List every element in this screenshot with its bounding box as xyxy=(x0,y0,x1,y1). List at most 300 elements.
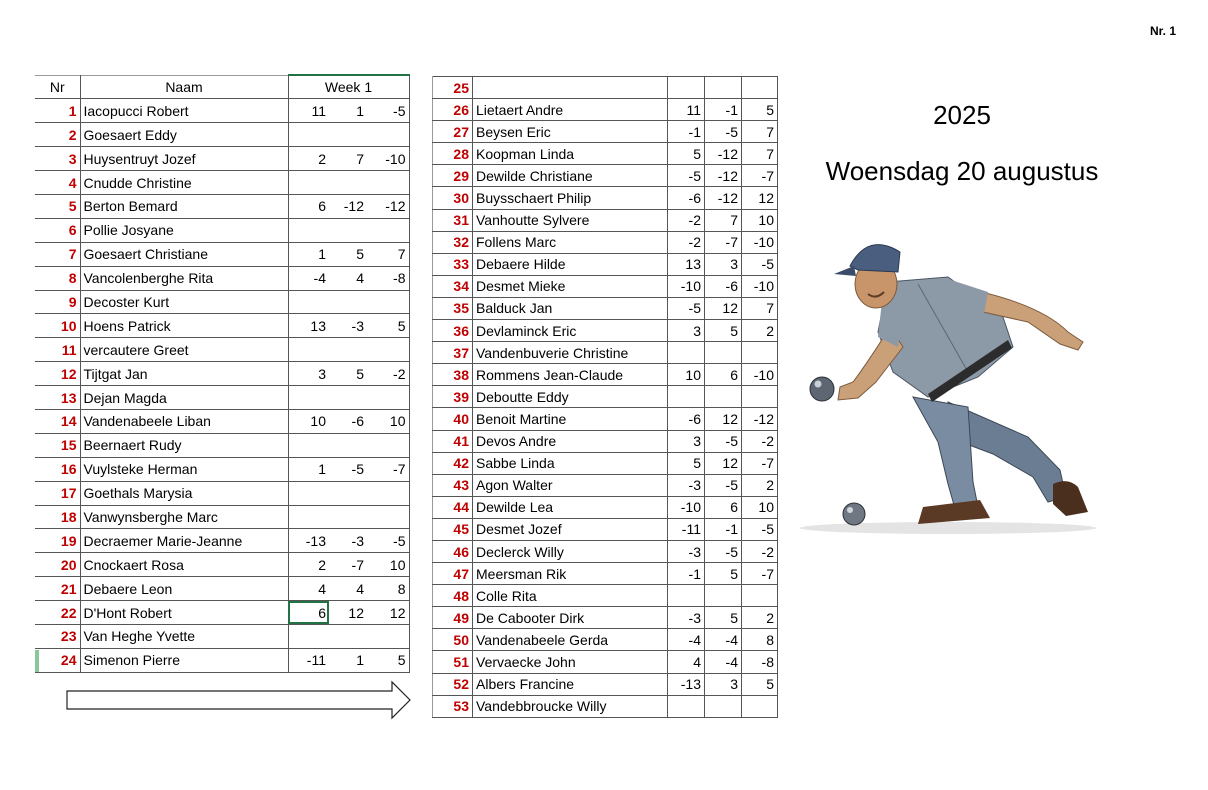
score-cell-2[interactable]: 4 xyxy=(329,266,367,290)
score-cell-2[interactable]: 6 xyxy=(705,364,742,386)
score-cell-3[interactable]: -8 xyxy=(367,266,409,290)
score-cell-3[interactable]: 5 xyxy=(367,648,409,672)
score-cell-2[interactable]: 7 xyxy=(705,209,742,231)
score-cell-2[interactable]: 5 xyxy=(705,563,742,585)
row-number-cell[interactable]: 10 xyxy=(35,314,80,338)
row-number-cell[interactable]: 4 xyxy=(35,171,80,195)
table-row xyxy=(433,474,778,496)
row-number-cell[interactable]: 16 xyxy=(35,457,80,481)
score-cell-1[interactable] xyxy=(668,585,705,607)
row-number-cell[interactable]: 24 xyxy=(35,648,80,672)
score-cell-2[interactable]: -1 xyxy=(705,518,742,540)
score-cell-2[interactable] xyxy=(705,77,742,99)
score-cell-3[interactable]: 10 xyxy=(367,553,409,577)
score-cell-3[interactable]: -10 xyxy=(742,364,778,386)
score-cell-1[interactable]: 4 xyxy=(668,651,705,673)
score-cell-2[interactable]: -5 xyxy=(329,457,367,481)
score-cell-1[interactable]: -3 xyxy=(668,607,705,629)
score-cell-3[interactable] xyxy=(367,123,409,147)
score-cell-3[interactable]: 2 xyxy=(742,607,778,629)
score-cell-1[interactable]: -1 xyxy=(668,563,705,585)
score-cell-3[interactable]: -5 xyxy=(367,529,409,553)
score-cell-1[interactable]: -2 xyxy=(668,209,705,231)
score-cell-1[interactable] xyxy=(288,433,329,457)
score-cell-2[interactable]: -1 xyxy=(705,99,742,121)
row-number-cell[interactable]: 37 xyxy=(433,342,473,364)
name-cell[interactable]: Simenon Pierre xyxy=(80,648,288,672)
row-number-cell[interactable]: 26 xyxy=(433,99,473,121)
score-cell-1[interactable]: 10 xyxy=(288,409,329,433)
name-cell[interactable]: Cnockaert Rosa xyxy=(80,553,288,577)
score-cell-3[interactable]: -2 xyxy=(742,430,778,452)
row-number-cell[interactable]: 22 xyxy=(35,601,80,625)
row-number-cell[interactable]: 27 xyxy=(433,121,473,143)
name-cell[interactable]: Dewilde Lea xyxy=(473,496,668,518)
score-cell-3[interactable] xyxy=(367,218,409,242)
score-cell-1[interactable]: -5 xyxy=(668,297,705,319)
score-cell-1[interactable]: -5 xyxy=(668,165,705,187)
score-cell-3[interactable] xyxy=(367,481,409,505)
score-cell-2[interactable]: -12 xyxy=(705,187,742,209)
name-cell[interactable]: Decoster Kurt xyxy=(80,290,288,314)
name-cell[interactable]: Huysentruyt Jozef xyxy=(80,147,288,171)
score-cell-2[interactable]: -12 xyxy=(705,165,742,187)
table-row xyxy=(433,585,778,607)
score-cell-2[interactable]: -7 xyxy=(329,553,367,577)
row-number-cell[interactable]: 5 xyxy=(35,194,80,218)
score-cell-3[interactable] xyxy=(742,695,778,717)
row-number-cell[interactable]: 39 xyxy=(433,386,473,408)
name-cell[interactable]: D'Hont Robert xyxy=(80,601,288,625)
name-cell[interactable]: Benoit Martine xyxy=(473,408,668,430)
score-cell-2[interactable]: 12 xyxy=(705,452,742,474)
name-cell[interactable]: Iacopucci Robert xyxy=(80,99,288,123)
score-cell-3[interactable]: -10 xyxy=(742,275,778,297)
score-cell-1[interactable]: -6 xyxy=(668,187,705,209)
name-cell[interactable]: Pollie Josyane xyxy=(80,218,288,242)
score-cell-2[interactable]: 5 xyxy=(705,320,742,342)
row-number-cell[interactable]: 31 xyxy=(433,209,473,231)
table-row xyxy=(433,540,778,562)
name-cell[interactable]: Beernaert Rudy xyxy=(80,433,288,457)
header-nr[interactable]: Nr xyxy=(35,75,80,99)
score-cell-2[interactable]: 12 xyxy=(705,297,742,319)
row-number-cell[interactable]: 19 xyxy=(35,529,80,553)
table-row xyxy=(35,457,409,481)
row-number-cell[interactable]: 9 xyxy=(35,290,80,314)
table-row xyxy=(35,314,409,338)
row-number-cell[interactable]: 36 xyxy=(433,320,473,342)
name-cell[interactable]: Vancolenberghe Rita xyxy=(80,266,288,290)
table-row xyxy=(433,320,778,342)
score-cell-3[interactable] xyxy=(367,338,409,362)
score-cell-2[interactable]: -12 xyxy=(329,194,367,218)
name-cell[interactable]: Sabbe Linda xyxy=(473,452,668,474)
score-cell-2[interactable] xyxy=(329,505,367,529)
score-cell-1[interactable]: 5 xyxy=(668,143,705,165)
row-marker xyxy=(35,650,39,672)
score-cell-1[interactable]: -13 xyxy=(288,529,329,553)
scores-table-right xyxy=(432,76,778,718)
score-cell-3[interactable]: -12 xyxy=(742,408,778,430)
score-cell-1[interactable] xyxy=(288,290,329,314)
row-number-cell[interactable]: 6 xyxy=(35,218,80,242)
name-cell[interactable]: Dejan Magda xyxy=(80,386,288,410)
row-number-cell[interactable]: 41 xyxy=(433,430,473,452)
score-cell-3[interactable]: -7 xyxy=(742,563,778,585)
name-cell[interactable]: Cnudde Christine xyxy=(80,171,288,195)
score-cell-1[interactable] xyxy=(668,386,705,408)
score-cell-1[interactable]: 1 xyxy=(288,457,329,481)
row-number-cell[interactable]: 15 xyxy=(35,433,80,457)
name-cell[interactable] xyxy=(473,77,668,99)
score-cell-3[interactable]: 8 xyxy=(742,629,778,651)
score-cell-3[interactable]: 8 xyxy=(367,577,409,601)
name-cell[interactable]: Desmet Jozef xyxy=(473,518,668,540)
table-row xyxy=(35,577,409,601)
score-cell-1[interactable]: 3 xyxy=(668,320,705,342)
name-cell[interactable]: Van Heghe Yvette xyxy=(80,624,288,648)
table-row xyxy=(35,529,409,553)
row-number-cell[interactable]: 3 xyxy=(35,147,80,171)
row-number-cell[interactable]: 40 xyxy=(433,408,473,430)
score-cell-2[interactable]: 7 xyxy=(329,147,367,171)
score-cell-3[interactable]: -2 xyxy=(742,540,778,562)
row-number-cell[interactable]: 44 xyxy=(433,496,473,518)
score-cell-2[interactable]: -5 xyxy=(705,474,742,496)
score-cell-3[interactable]: -2 xyxy=(367,362,409,386)
score-cell-1[interactable]: 10 xyxy=(668,364,705,386)
name-cell[interactable]: Agon Walter xyxy=(473,474,668,496)
name-cell[interactable]: Vanhoutte Sylvere xyxy=(473,209,668,231)
score-cell-3[interactable] xyxy=(742,585,778,607)
score-cell-2[interactable]: -5 xyxy=(705,540,742,562)
table-row xyxy=(35,147,409,171)
score-cell-3[interactable]: 2 xyxy=(742,474,778,496)
name-cell[interactable]: Deboutte Eddy xyxy=(473,386,668,408)
table-row xyxy=(433,121,778,143)
name-cell[interactable]: Vervaecke John xyxy=(473,651,668,673)
table-row xyxy=(433,408,778,430)
name-cell[interactable]: Declerck Willy xyxy=(473,540,668,562)
score-cell-3[interactable]: 2 xyxy=(742,320,778,342)
score-cell-3[interactable]: 12 xyxy=(367,601,409,625)
score-cell-1[interactable] xyxy=(668,695,705,717)
table-row xyxy=(35,99,409,123)
row-number-cell[interactable]: 49 xyxy=(433,607,473,629)
score-cell-1[interactable]: -6 xyxy=(668,408,705,430)
score-cell-2[interactable]: 4 xyxy=(329,577,367,601)
name-cell[interactable]: Desmet Mieke xyxy=(473,275,668,297)
score-cell-2[interactable]: 3 xyxy=(705,673,742,695)
score-cell-1[interactable]: -4 xyxy=(668,629,705,651)
score-cell-2[interactable]: 12 xyxy=(329,601,367,625)
name-cell[interactable]: Rommens Jean-Claude xyxy=(473,364,668,386)
score-cell-3[interactable]: 10 xyxy=(367,409,409,433)
score-cell-1[interactable]: -2 xyxy=(668,231,705,253)
row-number-cell[interactable]: 21 xyxy=(35,577,80,601)
table-row xyxy=(35,266,409,290)
score-cell-1[interactable] xyxy=(288,386,329,410)
score-cell-2[interactable]: 5 xyxy=(705,607,742,629)
row-number-cell[interactable]: 25 xyxy=(433,77,473,99)
name-cell[interactable]: Meersman Rik xyxy=(473,563,668,585)
name-cell[interactable]: Goesaert Christiane xyxy=(80,242,288,266)
score-cell-3[interactable] xyxy=(367,624,409,648)
row-number-cell[interactable]: 35 xyxy=(433,297,473,319)
name-cell[interactable]: Vuylsteke Herman xyxy=(80,457,288,481)
score-cell-2[interactable] xyxy=(329,624,367,648)
score-cell-2[interactable]: 3 xyxy=(705,253,742,275)
table-row xyxy=(35,648,409,672)
score-cell-3[interactable]: -12 xyxy=(367,194,409,218)
table-row xyxy=(35,290,409,314)
score-cell-3[interactable]: -7 xyxy=(742,452,778,474)
table-row xyxy=(433,364,778,386)
score-cell-1[interactable]: -10 xyxy=(668,496,705,518)
score-cell-3[interactable] xyxy=(367,290,409,314)
name-cell[interactable]: Koopman Linda xyxy=(473,143,668,165)
name-cell[interactable]: Debaere Hilde xyxy=(473,253,668,275)
score-cell-2[interactable] xyxy=(329,386,367,410)
score-cell-2[interactable]: -7 xyxy=(705,231,742,253)
score-cell-2[interactable] xyxy=(329,290,367,314)
score-cell-1[interactable] xyxy=(668,342,705,364)
score-cell-3[interactable]: 7 xyxy=(367,242,409,266)
row-number-cell[interactable]: 32 xyxy=(433,231,473,253)
score-cell-1[interactable] xyxy=(288,624,329,648)
score-cell-1[interactable] xyxy=(288,123,329,147)
score-cell-1[interactable]: 6 xyxy=(288,194,329,218)
table-row xyxy=(433,342,778,364)
score-cell-1[interactable] xyxy=(288,481,329,505)
score-cell-2[interactable] xyxy=(705,695,742,717)
table-row xyxy=(433,275,778,297)
score-cell-1[interactable] xyxy=(288,505,329,529)
row-number-cell[interactable]: 53 xyxy=(433,695,473,717)
score-cell-1[interactable]: -11 xyxy=(668,518,705,540)
score-cell-3[interactable]: 7 xyxy=(742,297,778,319)
score-cell-2[interactable]: 5 xyxy=(329,362,367,386)
score-cell-3[interactable]: 5 xyxy=(742,673,778,695)
table-row xyxy=(433,231,778,253)
score-cell-2[interactable] xyxy=(705,386,742,408)
name-cell[interactable]: Hoens Patrick xyxy=(80,314,288,338)
name-cell[interactable]: Follens Marc xyxy=(473,231,668,253)
score-cell-3[interactable]: 5 xyxy=(367,314,409,338)
name-cell[interactable]: De Cabooter Dirk xyxy=(473,607,668,629)
row-number-cell[interactable]: 1 xyxy=(35,99,80,123)
score-cell-3[interactable] xyxy=(742,342,778,364)
score-cell-3[interactable]: -5 xyxy=(742,253,778,275)
petanque-player-icon xyxy=(798,222,1098,542)
score-cell-1[interactable]: 11 xyxy=(288,99,329,123)
score-cell-2[interactable]: 6 xyxy=(705,496,742,518)
row-number-cell[interactable]: 14 xyxy=(35,409,80,433)
score-cell-3[interactable] xyxy=(367,386,409,410)
score-cell-3[interactable]: -10 xyxy=(367,147,409,171)
score-cell-2[interactable]: -5 xyxy=(705,430,742,452)
score-cell-3[interactable]: 12 xyxy=(742,187,778,209)
score-cell-1[interactable]: -13 xyxy=(668,673,705,695)
score-cell-3[interactable]: -7 xyxy=(367,457,409,481)
score-cell-1[interactable]: 5 xyxy=(668,452,705,474)
name-cell[interactable]: Decraemer Marie-Jeanne xyxy=(80,529,288,553)
score-cell-1[interactable]: 3 xyxy=(288,362,329,386)
row-number-cell[interactable]: 50 xyxy=(433,629,473,651)
score-cell-1[interactable]: -3 xyxy=(668,474,705,496)
score-cell-3[interactable]: 10 xyxy=(742,209,778,231)
score-cell-3[interactable]: -8 xyxy=(742,651,778,673)
row-number-cell[interactable]: 52 xyxy=(433,673,473,695)
score-cell-1[interactable]: -11 xyxy=(288,648,329,672)
score-cell-3[interactable]: 5 xyxy=(742,99,778,121)
row-number-cell[interactable]: 12 xyxy=(35,362,80,386)
score-cell-2[interactable] xyxy=(329,481,367,505)
table-row xyxy=(433,165,778,187)
score-cell-1[interactable]: 2 xyxy=(288,147,329,171)
score-cell-1[interactable]: 6 xyxy=(288,601,329,625)
fill-handle[interactable] xyxy=(327,622,329,625)
score-cell-3[interactable]: -7 xyxy=(742,165,778,187)
score-cell-3[interactable]: 10 xyxy=(742,496,778,518)
score-cell-2[interactable] xyxy=(329,218,367,242)
score-cell-1[interactable]: 4 xyxy=(288,577,329,601)
name-cell[interactable]: Beysen Eric xyxy=(473,121,668,143)
score-cell-2[interactable]: 1 xyxy=(329,648,367,672)
score-cell-2[interactable]: -5 xyxy=(705,121,742,143)
name-cell[interactable]: Lietaert Andre xyxy=(473,99,668,121)
score-cell-3[interactable] xyxy=(742,77,778,99)
row-number-cell[interactable]: 8 xyxy=(35,266,80,290)
score-cell-3[interactable] xyxy=(367,505,409,529)
row-number-cell[interactable]: 29 xyxy=(433,165,473,187)
score-cell-2[interactable]: 5 xyxy=(329,242,367,266)
score-cell-1[interactable]: -3 xyxy=(668,540,705,562)
row-number-cell[interactable]: 2 xyxy=(35,123,80,147)
page-number: Nr. 1 xyxy=(1150,24,1177,38)
score-cell-2[interactable]: -6 xyxy=(705,275,742,297)
score-cell-1[interactable] xyxy=(668,77,705,99)
header-week[interactable]: Week 1 xyxy=(288,75,409,99)
score-cell-1[interactable]: 13 xyxy=(288,314,329,338)
name-cell[interactable]: Devlaminck Eric xyxy=(473,320,668,342)
score-cell-2[interactable] xyxy=(329,171,367,195)
name-cell[interactable]: Tijtgat Jan xyxy=(80,362,288,386)
name-cell[interactable]: Vanwynsberghe Marc xyxy=(80,505,288,529)
score-cell-3[interactable] xyxy=(742,386,778,408)
table-row xyxy=(35,601,409,625)
score-cell-2[interactable]: -3 xyxy=(329,529,367,553)
score-cell-1[interactable]: -1 xyxy=(668,121,705,143)
score-cell-3[interactable]: -5 xyxy=(367,99,409,123)
score-cell-1[interactable]: 3 xyxy=(668,430,705,452)
name-cell[interactable]: Vandenbuverie Christine xyxy=(473,342,668,364)
row-number-cell[interactable]: 43 xyxy=(433,474,473,496)
name-cell[interactable]: Debaere Leon xyxy=(80,577,288,601)
row-number-cell[interactable]: 23 xyxy=(35,624,80,648)
name-cell[interactable]: Buysschaert Philip xyxy=(473,187,668,209)
name-cell[interactable]: Vandenabeele Liban xyxy=(80,409,288,433)
row-number-cell[interactable]: 28 xyxy=(433,143,473,165)
table-row xyxy=(433,629,778,651)
table-row xyxy=(433,695,778,717)
table-row xyxy=(35,433,409,457)
name-cell[interactable]: Goethals Marysia xyxy=(80,481,288,505)
score-cell-3[interactable]: -10 xyxy=(742,231,778,253)
name-cell[interactable]: Colle Rita xyxy=(473,585,668,607)
row-number-cell[interactable]: 33 xyxy=(433,253,473,275)
score-cell-1[interactable] xyxy=(288,218,329,242)
row-number-cell[interactable]: 38 xyxy=(433,364,473,386)
row-number-cell[interactable]: 47 xyxy=(433,563,473,585)
score-cell-3[interactable]: -5 xyxy=(742,518,778,540)
name-cell[interactable]: Albers Francine xyxy=(473,673,668,695)
score-cell-1[interactable] xyxy=(288,338,329,362)
name-cell[interactable]: Dewilde Christiane xyxy=(473,165,668,187)
name-cell[interactable]: Berton Bemard xyxy=(80,194,288,218)
row-number-cell[interactable]: 30 xyxy=(433,187,473,209)
row-number-cell[interactable]: 45 xyxy=(433,518,473,540)
table-row xyxy=(433,430,778,452)
score-cell-1[interactable]: 11 xyxy=(668,99,705,121)
score-cell-1[interactable]: 1 xyxy=(288,242,329,266)
row-number-cell[interactable]: 17 xyxy=(35,481,80,505)
score-cell-2[interactable] xyxy=(329,123,367,147)
score-cell-2[interactable]: -4 xyxy=(705,629,742,651)
table-row xyxy=(35,386,409,410)
row-number-cell[interactable]: 48 xyxy=(433,585,473,607)
score-cell-2[interactable] xyxy=(329,433,367,457)
score-cell-2[interactable] xyxy=(705,585,742,607)
score-cell-2[interactable]: -12 xyxy=(705,143,742,165)
score-cell-2[interactable] xyxy=(705,342,742,364)
name-cell[interactable]: vercautere Greet xyxy=(80,338,288,362)
score-cell-2[interactable]: -4 xyxy=(705,651,742,673)
score-cell-1[interactable]: -4 xyxy=(288,266,329,290)
score-cell-2[interactable] xyxy=(329,338,367,362)
name-cell[interactable]: Devos Andre xyxy=(473,430,668,452)
score-cell-1[interactable]: 2 xyxy=(288,553,329,577)
score-cell-1[interactable] xyxy=(288,171,329,195)
row-number-cell[interactable]: 7 xyxy=(35,242,80,266)
row-number-cell[interactable]: 51 xyxy=(433,651,473,673)
score-cell-1[interactable]: 13 xyxy=(668,253,705,275)
score-cell-3[interactable] xyxy=(367,171,409,195)
table-row xyxy=(433,386,778,408)
row-number-cell[interactable]: 20 xyxy=(35,553,80,577)
score-cell-2[interactable]: -6 xyxy=(329,409,367,433)
name-cell[interactable]: Balduck Jan xyxy=(473,297,668,319)
row-number-cell[interactable]: 18 xyxy=(35,505,80,529)
row-number-cell[interactable]: 42 xyxy=(433,452,473,474)
score-cell-2[interactable]: -3 xyxy=(329,314,367,338)
score-cell-2[interactable]: 1 xyxy=(329,99,367,123)
score-cell-3[interactable] xyxy=(367,433,409,457)
name-cell[interactable]: Vandebbroucke Willy xyxy=(473,695,668,717)
row-number-cell[interactable]: 11 xyxy=(35,338,80,362)
header-naam[interactable]: Naam xyxy=(80,75,288,99)
score-cell-1[interactable]: -10 xyxy=(668,275,705,297)
row-number-cell[interactable]: 13 xyxy=(35,386,80,410)
score-cell-3[interactable]: 7 xyxy=(742,121,778,143)
score-cell-3[interactable]: 7 xyxy=(742,143,778,165)
name-cell[interactable]: Vandenabeele Gerda xyxy=(473,629,668,651)
row-number-cell[interactable]: 46 xyxy=(433,540,473,562)
name-cell[interactable]: Goesaert Eddy xyxy=(80,123,288,147)
score-cell-2[interactable]: 12 xyxy=(705,408,742,430)
row-number-cell[interactable]: 34 xyxy=(433,275,473,297)
